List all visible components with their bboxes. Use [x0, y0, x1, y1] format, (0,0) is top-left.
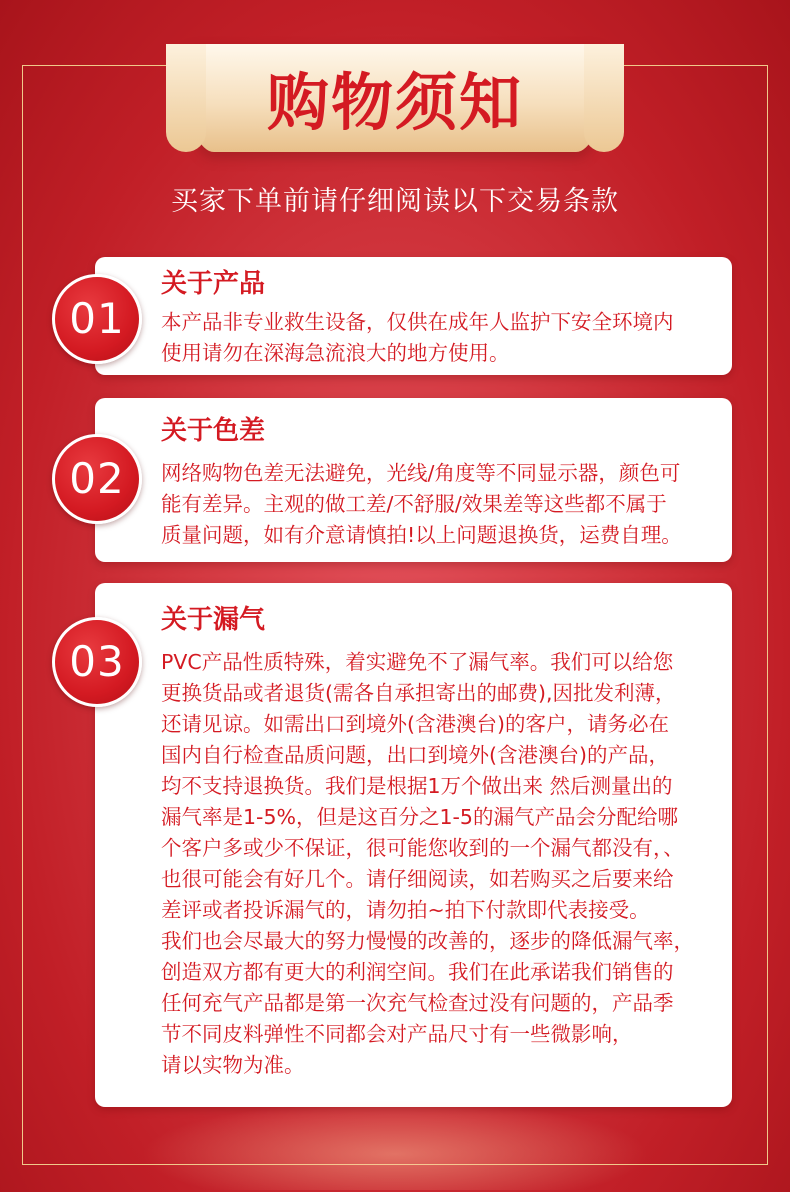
- page-subtitle: 买家下单前请仔细阅读以下交易条款: [171, 186, 619, 217]
- section-body: 网络购物色差无法避免，光线/角度等不同显示器，颜色可 能有差异。主观的做工差/不舒服/效果差等这些都不属于 质量问题，如有介意请慎拍!以上问题退换货，运费自理。: [161, 461, 682, 547]
- section-number-badge: 03: [52, 617, 142, 707]
- section-body: PVC产品性质特殊，着实避免不了漏气率。我们可以给您 更换货品或者退货(需各自承担寄出的邮费),因批发利薄， 还请见谅。如需出口到境外(含港澳台)的客户，请务必在 国内自行检查品质问题，出口到境外(含港澳台)的产品， 均不支持退换货。我们是根据1万个做出来 然后测量出的 漏气率是1-5%，但是这百分之1-5的漏气产品会分配给哪 个客户多或少不保证，很可能您收到的一个漏气都没有，、 也很可能会有好几个。请仔细阅读，如若购买之后要来给 差评或者投诉漏气的，请勿拍~拍下付款即代表接受。 我们也会尽最大的努力慢慢的改善的，逐步的降低漏气率， 创造双方都有更大的利润空间。我们在此承诺我们销售的 任何充气产品都是第一次充气检查过没有问题的，产品季 节不同皮料弹性不同都会对产品尺寸有一些微影响， 请以实物为准。: [161, 650, 694, 1077]
- section-number-badge: 02: [52, 434, 142, 524]
- section-title: 关于漏气: [161, 605, 266, 635]
- bottom-glow-decoration: [140, 1100, 650, 1190]
- section-card-air-leak: [95, 583, 732, 1107]
- section-body: 本产品非专业救生设备，仅供在成年人监护下安全环境内 使用请勿在深海急流浪大的地方使用。: [161, 310, 674, 365]
- section-number-badge: 01: [52, 274, 142, 364]
- page-title: 购物须知: [266, 66, 523, 139]
- section-title: 关于产品: [161, 269, 266, 299]
- title-plaque: [188, 44, 602, 152]
- section-card-product: [95, 257, 732, 375]
- section-card-color-difference: [95, 398, 732, 562]
- section-title: 关于色差: [161, 416, 266, 446]
